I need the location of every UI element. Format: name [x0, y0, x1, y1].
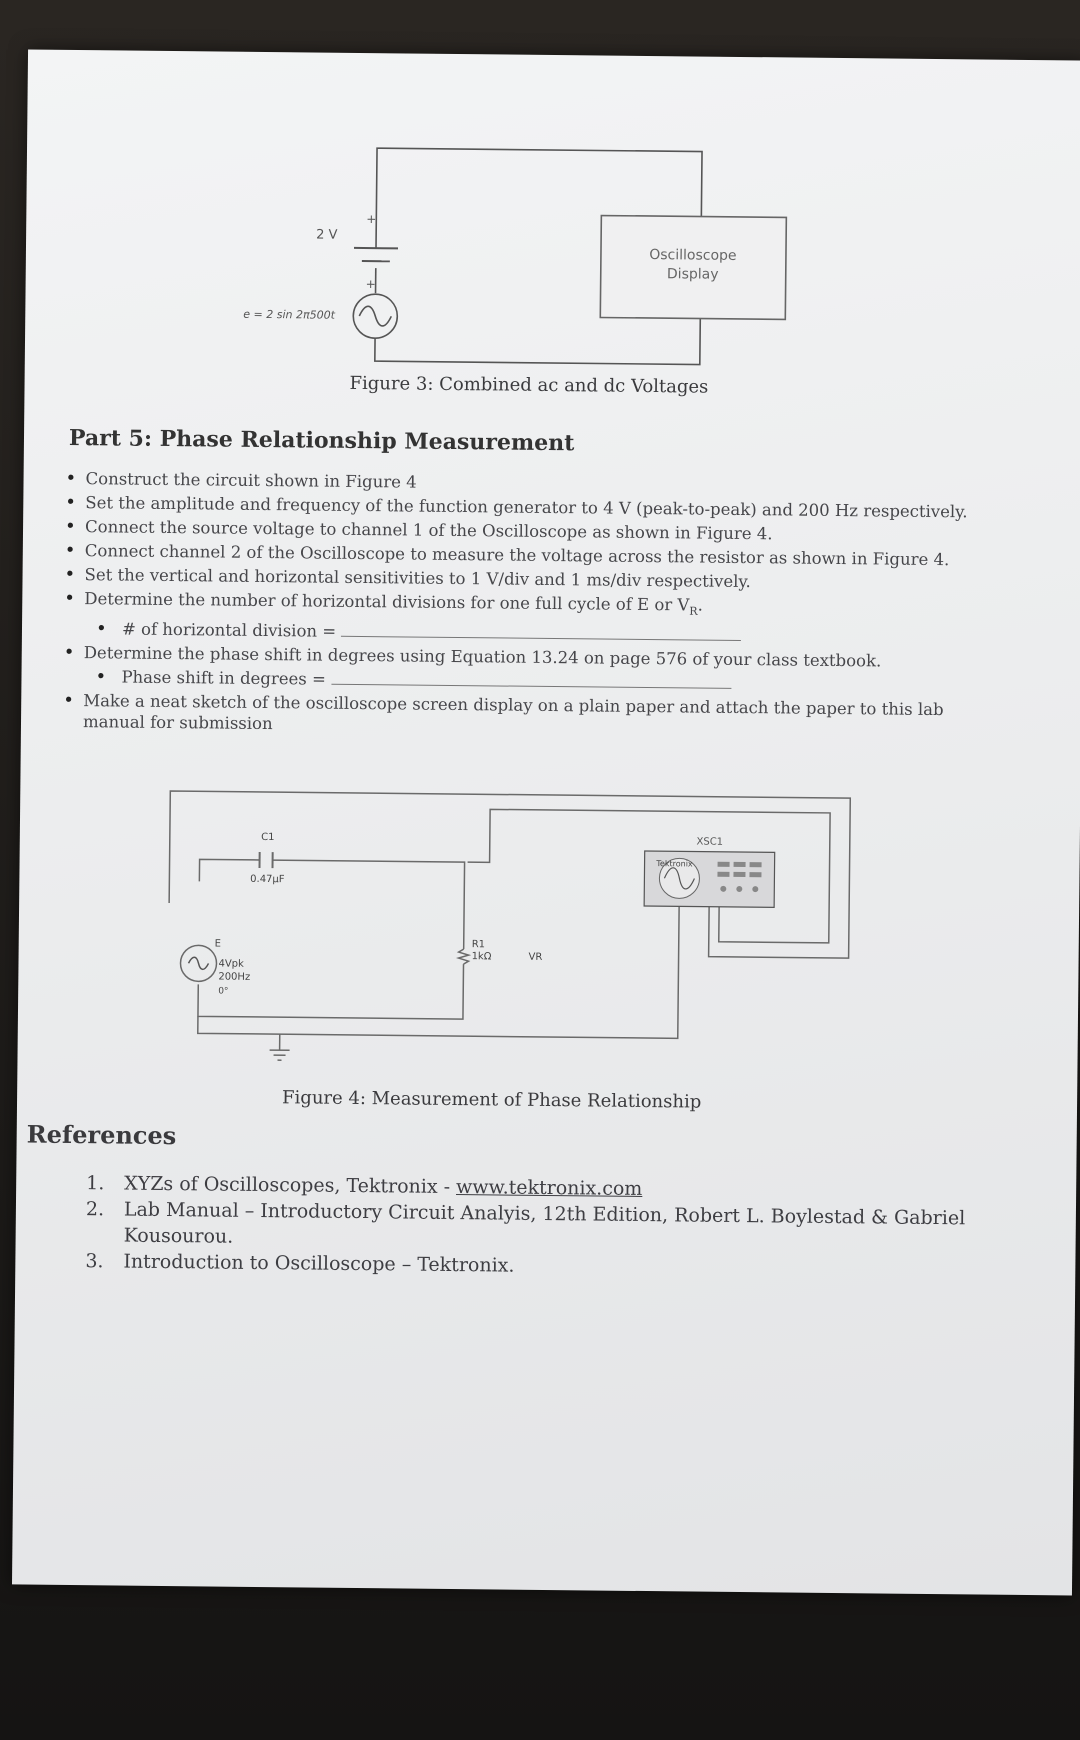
- figure-4-caption: Figure 4: Measurement of Phase Relationship: [281, 1087, 702, 1113]
- scope-label-line1: Oscilloscope: [649, 247, 737, 264]
- vr-label: VR: [528, 951, 543, 963]
- list-item: • Set the vertical and horizontal sensitivities to 1 V/div and 1 ms/div respectively.: [62, 564, 972, 595]
- battery-label: 2 V: [316, 227, 338, 243]
- phase-shift-blank[interactable]: [331, 670, 731, 689]
- ref-text: Introduction to Oscilloscope – Tektronix.: [123, 1250, 515, 1277]
- horizontal-division-blank[interactable]: [341, 622, 741, 641]
- source-frequency: 200Hz: [218, 971, 251, 983]
- source-phase: 0°: [218, 986, 229, 997]
- scope-label-line2: Display: [666, 266, 719, 283]
- resistor-name: R1: [471, 939, 486, 951]
- source-equation: e = 2 sin 2π500t: [243, 307, 336, 322]
- source-amplitude: 4Vpk: [218, 958, 244, 970]
- scope-brand: Tektronix: [656, 859, 693, 869]
- list-item: • Set the amplitude and frequency of the function generator to 4 V (peak-to-peak) and 200 Hz respectively.: [63, 492, 973, 523]
- horizontal-division-label: # of horizontal division =: [121, 619, 337, 642]
- list-item: • Determine the number of horizontal divisions for one full cycle of E or $V_R$.: [62, 588, 972, 625]
- list-item: • Connect channel 2 of the Oscilloscope to measure the voltage across the resistor as shown in Figure 4.: [63, 540, 973, 571]
- vr-subscript: R: [689, 604, 698, 618]
- capacitor-name: C1: [261, 831, 275, 844]
- part-5-instructions: [61, 468, 974, 745]
- ref-number: 3.: [85, 1250, 104, 1273]
- list-item: • Construct the circuit shown in Figure 4: [63, 468, 973, 499]
- list-item-text: Determine the number of horizontal divisions for one full cycle of E or V: [84, 589, 690, 615]
- paper-sheet: [12, 49, 1080, 1595]
- tektronix-link[interactable]: www.tektronix.com: [455, 1176, 643, 1200]
- source-name: E: [214, 938, 222, 950]
- figure-3-caption: Figure 3: Combined ac and dc Voltages: [349, 372, 709, 398]
- ac-source-icon: [188, 957, 208, 969]
- figure-4-circuit: [17, 749, 1080, 1100]
- references-title: References: [26, 1119, 177, 1151]
- part-5-title: Part 5: Phase Relationship Measurement: [68, 424, 575, 457]
- list-item: • Make a neat sketch of the oscilloscope screen display on a plain paper and attach the paper to this lab manual for submission: [61, 690, 971, 742]
- battery-plus: +: [366, 212, 377, 227]
- resistor-value: 1kΩ: [471, 951, 492, 963]
- ref-text: Lab Manual – Introductory Circuit Analyis, 12th Edition, Robert L. Boylestad & Gabriel Kousourou.: [123, 1198, 966, 1248]
- list-item: • Connect the source voltage to channel 1 of the Oscilloscope as shown in Figure 4.: [63, 516, 973, 547]
- scope-name: XSC1: [696, 836, 724, 848]
- lab-manual-page: [12, 49, 1080, 1595]
- references-list: [85, 1170, 986, 1283]
- phase-shift-label: Phase shift in degrees =: [121, 667, 326, 689]
- ref-text: XYZs of Oscilloscopes, Tektronix -: [124, 1172, 457, 1199]
- list-item: [86, 1196, 986, 1257]
- ref-number: 1.: [86, 1172, 105, 1195]
- list-item: • Determine the phase shift in degrees using Equation 13.24 on page 576 of your class textbook.: [62, 642, 972, 673]
- ref-number: 2.: [85, 1198, 105, 1221]
- capacitor-value: 0.47µF: [250, 873, 285, 886]
- source-plus: +: [365, 277, 376, 292]
